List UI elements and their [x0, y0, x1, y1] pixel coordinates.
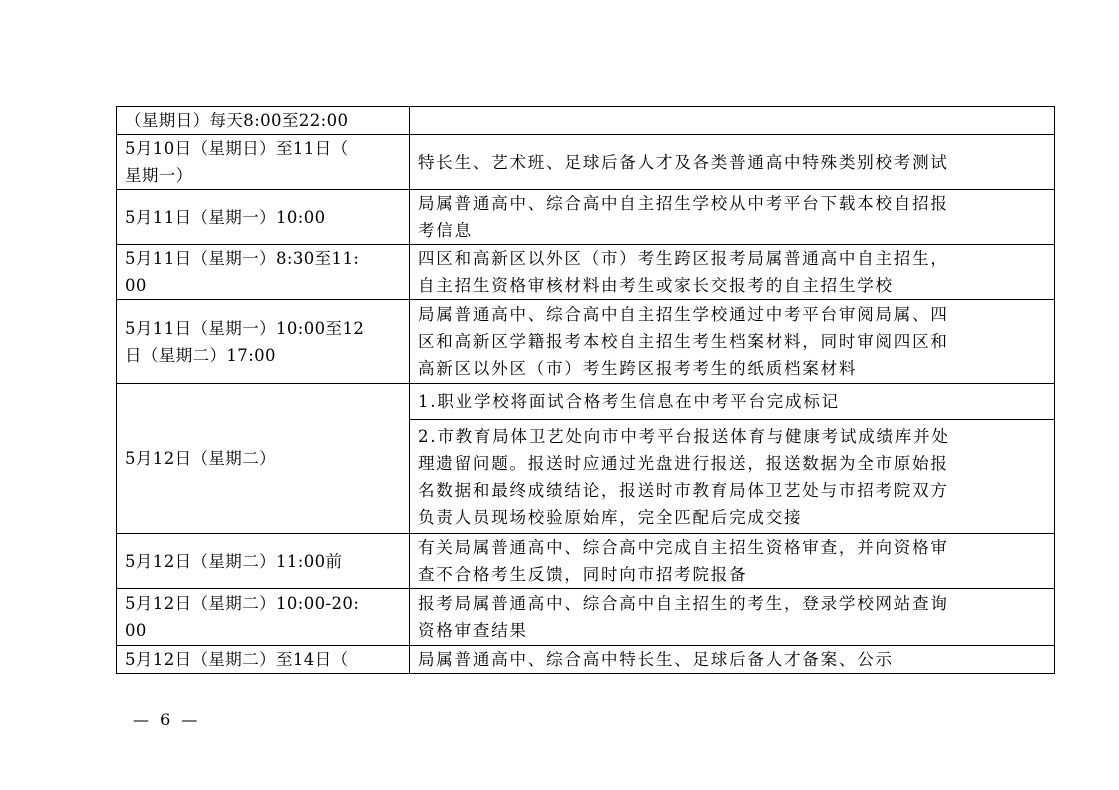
event-cell — [410, 534, 1055, 589]
event-cell — [410, 190, 1055, 245]
table-row — [117, 384, 1055, 420]
cell-line: 自主招生资格审核材料由考生或家长交报考的自主招生学校 — [418, 276, 894, 295]
event-cell — [410, 384, 1055, 420]
cell-line: 资格审查结果 — [418, 621, 528, 640]
cell-line: 1.职业学校将面试合格考生信息在中考平台完成标记 — [418, 392, 840, 411]
cell-line: 00 — [125, 621, 147, 640]
cell-line: 负责人员现场校验原始库，完全匹配后完成交接 — [418, 507, 803, 527]
cell-line: 5月12日（星期二）10:00-20: — [125, 594, 360, 613]
cell-line: 5月12日（星期二）至14日（ — [125, 650, 349, 669]
event-cell — [410, 107, 1055, 135]
time-cell — [117, 135, 410, 190]
time-cell — [117, 589, 410, 646]
cell-line: 有关局属普通高中、综合高中完成自主招生资格审查，并向资格审 — [418, 538, 949, 557]
event-cell — [410, 646, 1055, 674]
schedule-table — [116, 106, 1055, 674]
table-row — [117, 135, 1055, 190]
cell-line: （星期日）每天8:00至22:00 — [125, 111, 349, 130]
event-cell — [410, 589, 1055, 646]
cell-line: 5月11日（星期一）8:30至11: — [125, 249, 360, 268]
event-cell — [410, 135, 1055, 190]
table-row — [117, 245, 1055, 300]
time-cell — [117, 534, 410, 589]
cell-line: 2.市教育局体卫艺处向市中考平台报送体育与健康考试成绩库并处 — [418, 426, 950, 446]
cell-line: 局属普通高中、综合高中自主招生学校从中考平台下载本校自招报 — [418, 194, 949, 213]
cell-line: 5月10日（星期日）至11日（ — [125, 139, 349, 158]
cell-line: 5月12日（星期二）11:00前 — [125, 551, 343, 571]
cell-line: 特长生、艺术班、足球后备人才及各类普通高中特殊类别校考测试 — [418, 152, 949, 172]
cell-line: 5月11日（星期一）10:00 — [125, 207, 326, 227]
cell-line: 报考局属普通高中、综合高中自主招生的考生，登录学校网站查询 — [418, 594, 949, 613]
cell-line: 理遗留问题。报送时应通过光盘进行报送，报送数据为全市原始报 — [418, 453, 949, 473]
cell-line: 5月11日（星期一）10:00至12 — [125, 318, 365, 338]
time-cell — [117, 384, 410, 534]
cell-line: 考信息 — [418, 221, 473, 240]
cell-line: 高新区以外区（市）考生跨区报考考生的纸质档案材料 — [418, 359, 858, 378]
cell-line: 查不合格考生反馈，同时向市招考院报备 — [418, 565, 748, 584]
cell-line: 00 — [125, 276, 147, 295]
time-cell — [117, 190, 410, 245]
cell-line: 日（星期二）17:00 — [125, 345, 276, 365]
time-cell — [117, 107, 410, 135]
time-cell — [117, 245, 410, 300]
cell-line: 名数据和最终成绩结论，报送时市教育局体卫艺处与市招考院双方 — [418, 480, 949, 500]
cell-line: 5月12日（星期二） — [125, 449, 276, 468]
page-number: — 6 — — [133, 710, 201, 729]
table-row — [117, 534, 1055, 589]
cell-line: 星期一） — [125, 166, 193, 185]
cell-line: 四区和高新区以外区（市）考生跨区报考局属普通高中自主招生， — [418, 249, 949, 268]
table-row — [117, 300, 1055, 384]
cell-line: 区和高新区学籍报考本校自主招生考生档案材料，同时审阅四区和 — [418, 332, 949, 351]
time-cell — [117, 300, 410, 384]
event-cell — [410, 245, 1055, 300]
table-row — [117, 190, 1055, 245]
table-row — [117, 589, 1055, 646]
time-cell — [117, 646, 410, 674]
cell-line: 局属普通高中、综合高中自主招生学校通过中考平台审阅局属、四 — [418, 305, 949, 324]
table-row — [117, 646, 1055, 674]
event-cell — [410, 300, 1055, 384]
cell-line: 局属普通高中、综合高中特长生、足球后备人才备案、公示 — [418, 650, 894, 669]
table-row — [117, 107, 1055, 135]
event-cell — [410, 420, 1055, 534]
